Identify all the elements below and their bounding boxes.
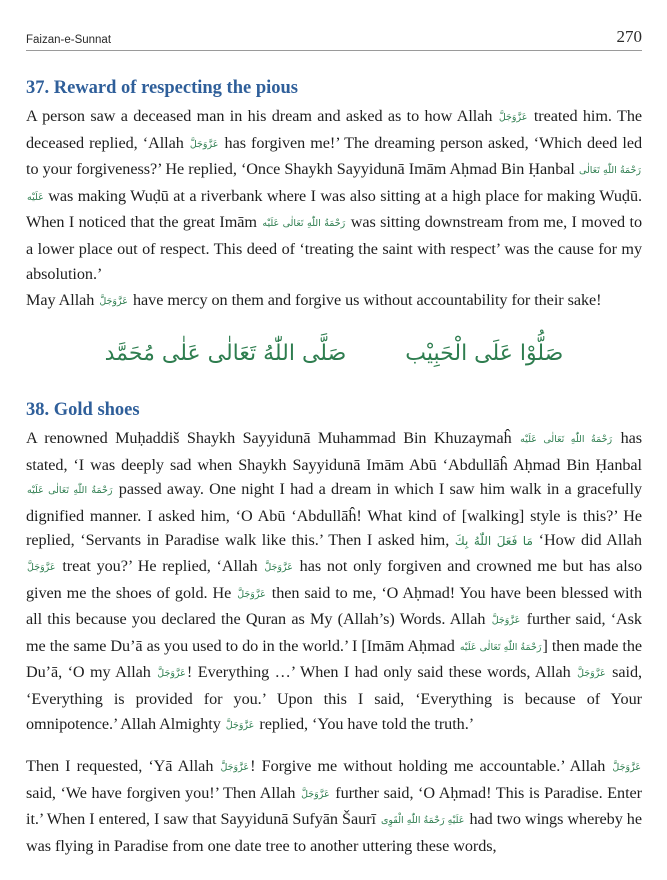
section-38-paragraph xyxy=(26,426,642,738)
honorific-rahmatullah: رَحْمَةُ اللّٰهِ تَعَالٰی عَلَيْه xyxy=(459,641,542,653)
text-run: A renowned Muḥaddiš Shaykh Sayyidunā Muhammad Bin Khuzaymaĥ xyxy=(26,429,520,447)
honorific-azza-wa-jal: عَزَّوَجَلَّ xyxy=(225,719,255,731)
honorific-azza-wa-jal: عَزَّوَجَلَّ xyxy=(577,668,606,680)
salat-calligraphy-line xyxy=(26,334,642,374)
section-37-closing-prayer xyxy=(26,288,642,315)
text-run: ! Everything …’ When I had only said these words, Allah xyxy=(186,663,577,682)
running-header xyxy=(26,0,642,51)
honorific-azza-wa-jal: عَزَّوَجَلَّ xyxy=(220,762,250,773)
text-run: May Allah xyxy=(26,291,99,309)
text-run: was making Wuḍū at a riverbank where I was also sitting at a high place for making Wuḍū. When I noticed that the great Imām xyxy=(26,186,642,232)
text-run: treat you?’ He replied, ‘Allah xyxy=(56,556,264,575)
honorific-azza-wa-jal: عَزَّوَجَلَّ xyxy=(491,615,521,627)
arabic-phrase-ma-fa-ala: مَا فَعَلَ اللّٰهُ بِكَ xyxy=(454,534,533,549)
section-title-37: 37. Reward of respecting the pious xyxy=(26,78,299,98)
honorific-azza-wa-jal: عَزَّوَجَلَّ xyxy=(157,668,186,680)
salat-right-phrase: صَلُّوْا عَلَی الْحَبِيْب xyxy=(405,341,564,366)
text-run: further said, ‘O Aḥmad! This is Paradise. Enter it.’ When I entered, I saw that Sayyidunā Sufyān Šaurī xyxy=(26,783,642,829)
honorific-rahmatullah: رَحْمَةُ اللّٰهِ تَعَالٰی عَلَيْه xyxy=(27,485,113,497)
text-run: then said to me, ‘O Aḥmad! You have been blessed with all this because you declared the Quran as My (Allah’s) Words. Allah xyxy=(26,583,642,629)
honorific-azza-wa-jal: عَزَّوَجَلَّ xyxy=(498,112,528,123)
document-page xyxy=(26,0,643,855)
text-run: treated him. The deceased replied, ‘Allah xyxy=(26,107,643,152)
honorific-alayhi-rahmah: عَلَيْهِ رَحْمَةُ اللّٰهِ الْقَوِی xyxy=(380,815,465,827)
honorific-azza-wa-jal: عَزَّوَجَلَّ xyxy=(237,588,266,600)
text-run: said, ‘Everything is provided for you.’ Upon this I said, ‘Everything is because of Your omnipotence.’ Allah Almighty xyxy=(26,663,643,733)
honorific-azza-wa-jal: عَزَّوَجَلَّ xyxy=(189,138,219,150)
text-run: replied, ‘You have told the truth.’ xyxy=(255,714,475,733)
text-run: has not only forgiven and crowned me but has also given me the shoes of gold. He xyxy=(26,556,643,602)
text-run: have mercy on them and forgive us without accountability for their sake! xyxy=(128,291,602,309)
salat-left-phrase: صَلَّی اللّٰهُ تَعَالٰی عَلٰی مُحَمَّد xyxy=(104,341,347,366)
text-run: has forgiven me!’ The dreaming person asked, ‘Which deed led to your forgiveness?’ He replied, ‘Once Shaykh Sayyidunā Imām Aḥmad Bin Ḥanbal xyxy=(26,133,642,179)
text-run: said, ‘We have forgiven you!’ Then Allah xyxy=(26,783,301,802)
section-title-38: 38. Gold shoes xyxy=(26,400,140,420)
honorific-azza-wa-jal: عَزَّوَجَلَّ xyxy=(264,561,293,573)
section-37-paragraph xyxy=(26,104,642,286)
honorific-azza-wa-jal: عَزَّوَجَلَّ xyxy=(301,788,330,800)
text-run: has stated, ‘I was deeply sad when Shaykh Sayyidunā Imām Abū ‘Abdullāĥ Aḥmad Bin Ḥanbal xyxy=(26,429,642,474)
text-run: ! Forgive me without holding me accountable.’ Allah xyxy=(250,757,612,775)
book-title: Faizan-e-Sunnat xyxy=(26,34,112,46)
honorific-azza-wa-jal: عَزَّوَجَلَّ xyxy=(99,296,128,307)
text-run: passed away. One night I had a dream in which I saw him walk in a gracefully dignified manner. I asked him, ‘O Abū ‘Abdullāĥ! What kind of [walking] style is this?’ He replied, ‘Servants in Paradise walk like this.’ Then I asked him, xyxy=(26,480,642,550)
honorific-rahmatullah: رَحْمَةُ اللّٰهِ تَعَالٰی عَلَيْه xyxy=(27,165,641,203)
honorific-azza-wa-jal: عَزَّوَجَلَّ xyxy=(612,762,641,773)
section-38-paragraph-continued xyxy=(26,754,642,858)
honorific-rahmatullah: رَحْمَةُ اللّٰهِ تَعَالٰی عَلَيْه xyxy=(262,218,346,230)
honorific-azza-wa-jal: عَزَّوَجَلَّ xyxy=(27,561,56,573)
text-run: ‘How did Allah xyxy=(532,531,642,550)
page-number: 270 xyxy=(616,27,642,46)
text-run: ] then made the Du’ā, ‘O my Allah xyxy=(26,636,643,682)
text-run: Then I requested, ‘Yā Allah xyxy=(26,757,220,775)
text-run: A person saw a deceased man in his dream and asked as to how Allah xyxy=(26,107,498,125)
honorific-rahmatullah: رَحْمَةُ اللّٰهِ تَعَالٰی عَلَيْه xyxy=(520,434,613,445)
text-run: had two wings whereby he was flying in Paradise from one date tree to another uttering these words, xyxy=(26,810,642,855)
text-run: further said, ‘Ask me the same Du’ā as you used to do in the world.’ I [Imām Aḥmad xyxy=(26,610,642,655)
text-run: was sitting downstream from me, I moved to a lower place out of respect. This deed of ‘treating the saint with respect’ was the cause for my absolution.’ xyxy=(26,213,642,283)
